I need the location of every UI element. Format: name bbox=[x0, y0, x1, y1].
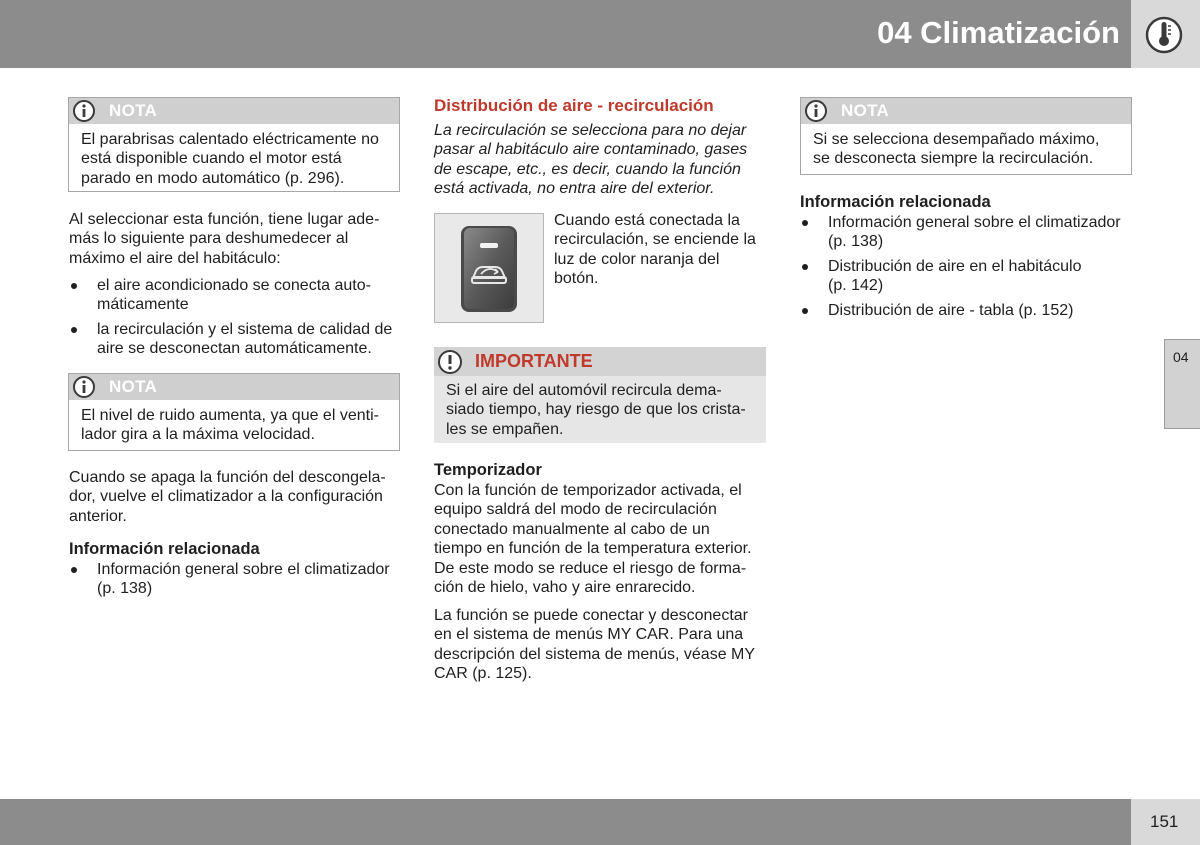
page-footer bbox=[0, 799, 1131, 845]
note-body bbox=[69, 400, 399, 451]
body-text-line: en el sistema de menús MY CAR. Para una bbox=[434, 626, 744, 644]
recirculation-button-icon bbox=[435, 214, 543, 322]
related-link-text: Distribución de aire - tabla (p. 152) bbox=[828, 301, 1074, 319]
caption-text-line: Cuando está conectada la bbox=[554, 212, 740, 229]
timer-paragraph bbox=[434, 481, 769, 597]
related-link-text: Información general sobre el climatizador bbox=[828, 214, 1121, 231]
body-text-line: De este modo se reduce el riesgo de forma- bbox=[434, 559, 747, 577]
info-icon bbox=[803, 99, 829, 123]
note-header bbox=[69, 98, 399, 124]
section-intro bbox=[434, 121, 769, 199]
note-text-line: El nivel de ruido aumenta, ya que el venti- bbox=[81, 407, 379, 424]
list-item-text: aire se desconectan automáticamente. bbox=[97, 340, 372, 358]
dehumidify-list bbox=[69, 276, 404, 359]
thermometer-icon bbox=[1144, 16, 1184, 54]
body-text-line: máximo el aire del habitáculo: bbox=[69, 249, 281, 267]
body-text-line: descripción del sistema de menús, véase MY bbox=[434, 645, 756, 663]
note-label: NOTA bbox=[109, 377, 158, 396]
chapter-side-tab bbox=[1164, 339, 1200, 429]
page-header bbox=[0, 0, 1131, 68]
image-caption bbox=[554, 211, 769, 289]
note-box-3 bbox=[800, 97, 1132, 175]
chapter-title: 04 Climatización bbox=[877, 15, 1120, 50]
body-text-line: Cuando se apaga la función del descongela- bbox=[69, 469, 386, 486]
chapter-icon-box bbox=[1131, 0, 1200, 68]
warning-icon bbox=[436, 349, 464, 375]
body-text-line: anterior. bbox=[69, 507, 127, 525]
important-header bbox=[434, 347, 766, 376]
important-text-line: Si el aire del automóvil recircula dema- bbox=[446, 382, 722, 399]
body-text-line: CAR (p. 125). bbox=[434, 665, 532, 683]
note-box-1 bbox=[68, 97, 400, 192]
related-info-list bbox=[800, 213, 1135, 320]
dehumidify-paragraph bbox=[69, 210, 404, 268]
body-text-line: dor, vuelve el climatizador a la configuración bbox=[69, 488, 383, 506]
body-text-line: equipo saldrá del modo de recirculación bbox=[434, 501, 717, 519]
note-text-line: El parabrisas calentado eléctricamente no bbox=[81, 131, 379, 148]
body-text-line: tiempo en función de la temperatura exterior. bbox=[434, 540, 752, 558]
important-text-line: les se empañen. bbox=[446, 420, 564, 438]
side-tab-label: 04 bbox=[1173, 349, 1189, 365]
note-header bbox=[801, 98, 1131, 124]
related-info-list bbox=[69, 560, 404, 599]
intro-text-line: La recirculación se selecciona para no dejar bbox=[434, 122, 747, 139]
note-text-line: está disponible cuando el motor está bbox=[81, 150, 342, 168]
related-link-page: (p. 138) bbox=[97, 580, 153, 598]
related-info-heading: Información relacionada bbox=[800, 193, 991, 211]
timer-heading: Temporizador bbox=[434, 461, 542, 479]
list-item bbox=[69, 320, 404, 359]
important-body bbox=[434, 376, 766, 447]
body-text-line: Al seleccionar esta función, tiene lugar ade- bbox=[69, 211, 380, 228]
related-link-text: Información general sobre el climatizador bbox=[97, 561, 390, 578]
caption-text-line: luz de color naranja del bbox=[554, 250, 720, 268]
list-item-text: la recirculación y el sistema de calidad de bbox=[97, 320, 393, 338]
body-text-line: Con la función de temporizador activada, el bbox=[434, 482, 742, 499]
related-link[interactable] bbox=[69, 560, 404, 599]
note-body bbox=[801, 124, 1131, 175]
important-label: IMPORTANTE bbox=[475, 351, 593, 371]
related-link-page: (p. 142) bbox=[828, 277, 884, 295]
note-header bbox=[69, 374, 399, 400]
page-number: 151 bbox=[1150, 812, 1179, 831]
note-label: NOTA bbox=[109, 101, 158, 120]
info-icon bbox=[71, 99, 97, 123]
body-text-line: ción de hielo, vaho y aire enrarecido. bbox=[434, 579, 696, 597]
note-text-line: Si se selecciona desempañado máximo, bbox=[813, 131, 1100, 148]
caption-text-line: recirculación, se enciende la bbox=[554, 231, 756, 249]
related-link-page: (p. 138) bbox=[828, 233, 884, 251]
note-body bbox=[69, 124, 399, 194]
menu-paragraph bbox=[434, 606, 769, 684]
body-text-line: más lo siguiente para deshumedecer al bbox=[69, 230, 349, 248]
intro-text-line: pasar al habitáculo aire contaminado, gases bbox=[434, 141, 748, 159]
list-item-text: máticamente bbox=[97, 296, 189, 314]
body-text-line: conectado manualmente al cabo de un bbox=[434, 520, 710, 538]
related-info-heading: Información relacionada bbox=[69, 540, 260, 558]
note-label: NOTA bbox=[841, 101, 890, 120]
section-heading: Distribución de aire - recirculación bbox=[434, 96, 714, 115]
note-box-2 bbox=[68, 373, 400, 451]
note-text-line: se desconecta siempre la recirculación. bbox=[813, 150, 1094, 168]
related-link-text: Distribución de aire en el habitáculo bbox=[828, 257, 1082, 275]
body-text-line: La función se puede conectar y desconectar bbox=[434, 607, 748, 624]
intro-text-line: de escape, etc., es decir, cuando la función bbox=[434, 160, 741, 178]
related-link[interactable] bbox=[800, 213, 1135, 252]
caption-text-line: botón. bbox=[554, 270, 599, 288]
list-item-text: el aire acondicionado se conecta auto- bbox=[97, 277, 371, 294]
recirculation-button-image bbox=[434, 213, 544, 323]
important-text-line: siado tiempo, hay riesgo de que los crista- bbox=[446, 401, 746, 419]
intro-text-line: está activada, no entra aire del exterior. bbox=[434, 180, 715, 198]
info-icon bbox=[71, 375, 97, 399]
note-text-line: lador gira a la máxima velocidad. bbox=[81, 426, 315, 444]
related-link[interactable] bbox=[800, 257, 1135, 296]
related-link[interactable] bbox=[800, 301, 1135, 320]
defrost-off-paragraph bbox=[69, 468, 404, 526]
important-box bbox=[434, 347, 766, 443]
note-text-line: parado en modo automático (p. 296). bbox=[81, 169, 345, 187]
list-item bbox=[69, 276, 404, 315]
